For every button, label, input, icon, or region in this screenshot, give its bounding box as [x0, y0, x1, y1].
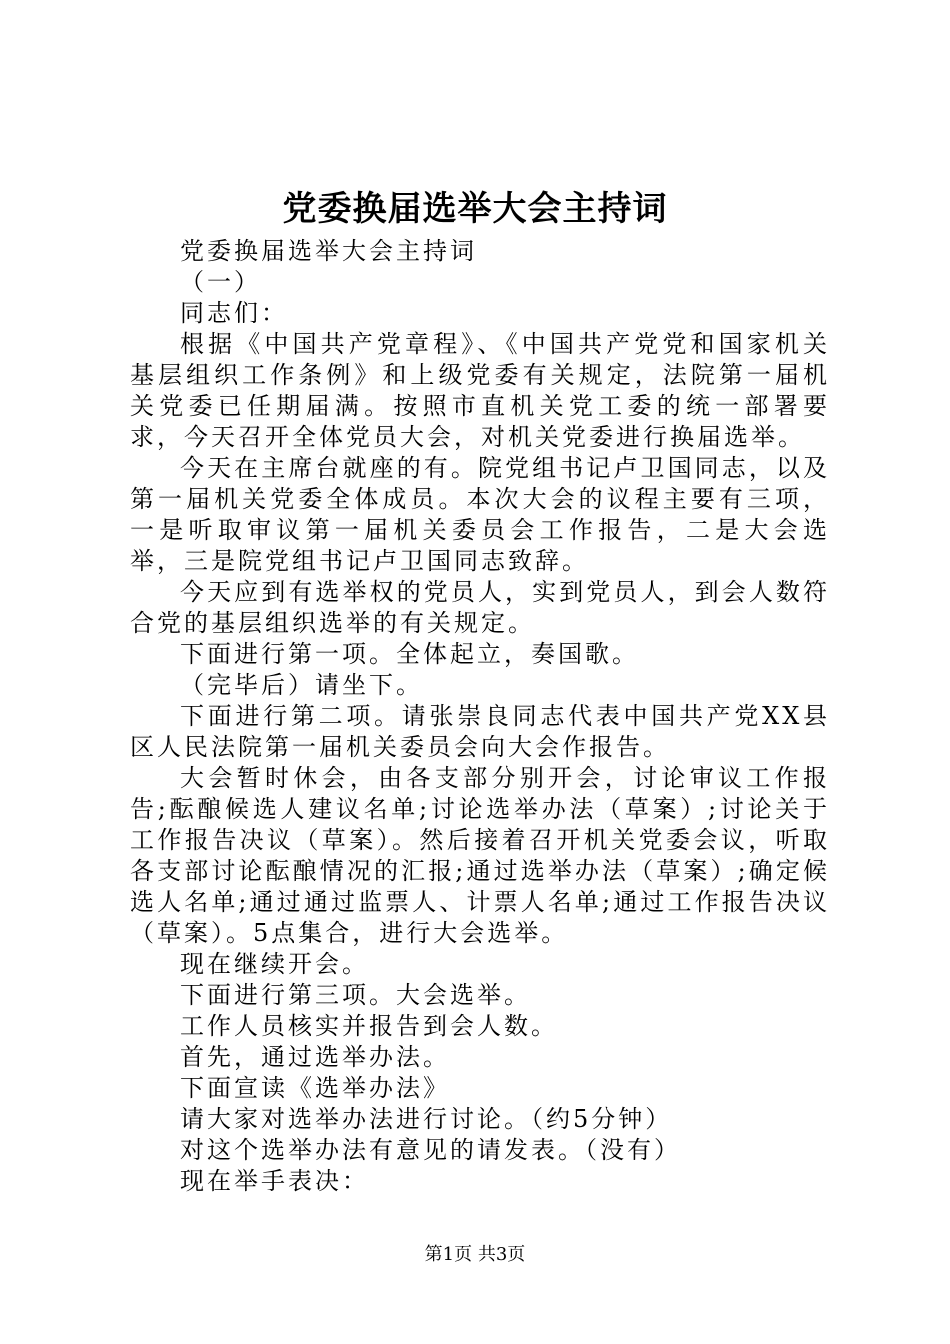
paragraph-section-number: （一）	[180, 268, 261, 296]
paragraph-discussion: 请大家对选举办法进行讨论。（约5分钟）	[180, 1105, 673, 1133]
document-body	[130, 236, 830, 1197]
page-footer: 第1页 共3页	[424, 1244, 526, 1265]
paragraph-first-step: 首先，通过选举办法。	[180, 1043, 450, 1071]
paragraph-vote: 现在举手表决：	[180, 1167, 369, 1195]
paragraph-resume: 现在继续开会。	[180, 950, 369, 978]
paragraph-salutation: 同志们：	[180, 299, 288, 327]
paragraph-agenda: 今天在主席台就座的有。院党组书记卢卫国同志，以及第一届机关党委全体成员。本次大会的议程主要有三项，一是听取审议第一届机关委员会工作报告，二是大会选举，三是院党组书记卢卫国同志致辞。	[130, 454, 830, 575]
paragraph-basis: 根据《中国共产党章程》、《中国共产党党和国家机关基层组织工作条例》和上级党委有关规定，法院第一届机关党委已任期届满。按照市直机关党工委的统一部署要求，今天召开全体党员大会，对机关党委进行换届选举。	[130, 330, 830, 451]
paragraph-headcount: 工作人员核实并报告到会人数。	[180, 1012, 558, 1040]
paragraph-recess: 大会暂时休会，由各支部分别开会，讨论审议工作报告;酝酿候选人建议名单;讨论选举办法（草案）;讨论关于工作报告决议（草案）。然后接着召开机关党委会议，听取各支部讨论酝酿情况的汇报;通过选举办法（草案）;确定候选人名单;通过通过监票人、计票人名单;通过工作报告决议（草案）。5点集合，进行大会选举。	[130, 764, 830, 947]
paragraph-item-one: 下面进行第一项。全体起立，奏国歌。	[180, 640, 639, 668]
paragraph-attendance: 今天应到有选举权的党员人，实到党员人，到会人数符合党的基层组织选举的有关规定。	[130, 578, 830, 637]
paragraph-item-two: 下面进行第二项。请张崇良同志代表中国共产党XX县区人民法院第一届机关委员会向大会作报告。	[130, 702, 830, 761]
paragraph-sit-down: （完毕后）请坐下。	[180, 671, 423, 699]
paragraph-subtitle: 党委换届选举大会主持词	[180, 237, 477, 265]
paragraph-opinions: 对这个选举办法有意见的请发表。（没有）	[180, 1136, 681, 1164]
paragraph-read-rules: 下面宣读《选举办法》	[180, 1074, 450, 1102]
paragraph-item-three: 下面进行第三项。大会选举。	[180, 981, 531, 1009]
document-title: 党委换届选举大会主持词	[282, 189, 668, 229]
